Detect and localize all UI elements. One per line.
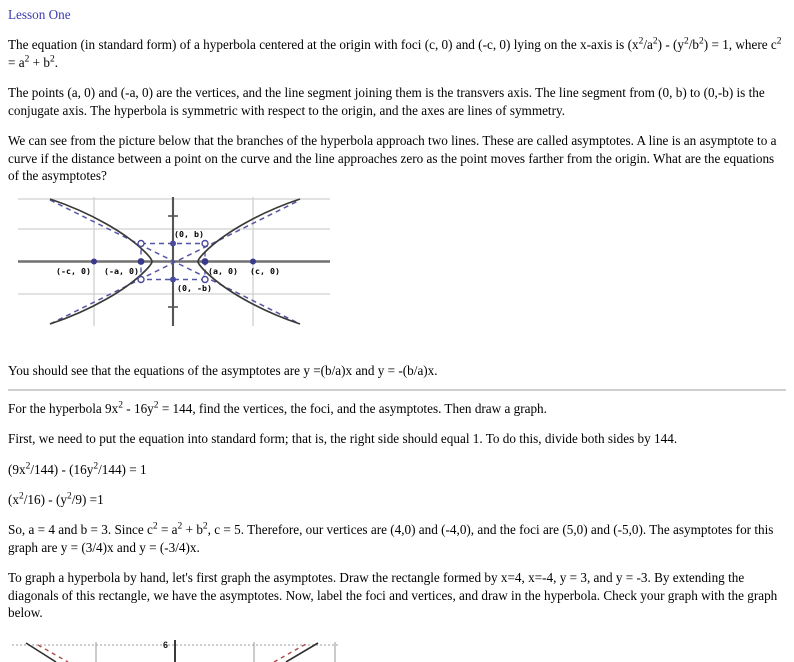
equation-standard-form bbox=[8, 491, 786, 508]
paragraph-solution-values bbox=[8, 521, 786, 556]
lesson-link-row bbox=[8, 6, 786, 23]
p1-text-e: ) = 1, where c bbox=[703, 37, 777, 53]
eq1-text-a: (9x bbox=[8, 461, 26, 477]
hyperbola-figure-container bbox=[8, 194, 786, 349]
eq1-sup-2: 2 bbox=[93, 461, 99, 472]
equation-divided bbox=[8, 461, 786, 478]
spacer bbox=[8, 23, 786, 36]
p1-text-b: /a bbox=[643, 37, 653, 53]
eq2-text-c: /9) =1 bbox=[71, 492, 104, 508]
paragraph-graphing-instructions: To graph a hyperbola by hand, let's first graph the asymptotes. Draw the rectangle formed by x=4, x=-4, y = 3, and y = -3. By extending the diagonals of this rectangle, we have the asymptotes. Now, label the foci and vertices, and draw in the hyperbola. Check your graph with the graph below. bbox=[8, 570, 778, 621]
paragraph-standard-form-step: First, we need to put the equation into standard form; that is, the right side should equal 1. To do this, divide both sides by 144. bbox=[8, 431, 678, 447]
section-divider bbox=[8, 389, 786, 391]
gridlines-vertical bbox=[96, 639, 335, 662]
spacer bbox=[8, 71, 786, 84]
hyperbola-diagram bbox=[8, 194, 348, 349]
p5-sup-1: 2 bbox=[118, 400, 123, 411]
curve-left-solid bbox=[26, 643, 56, 662]
p1-sup-1: 2 bbox=[638, 37, 644, 48]
label-neg-a: (-a, 0) bbox=[104, 266, 139, 277]
p1-sup-3: 2 bbox=[684, 37, 689, 48]
p1-sup-5: 2 bbox=[776, 37, 782, 48]
paragraph-asymptote-answer: You should see that the equations of the asymptotes are y =(b/a)x and y = -(b/a)x. bbox=[8, 363, 438, 379]
p1-sup-6: 2 bbox=[24, 54, 30, 65]
label-neg-b: (0, -b) bbox=[177, 283, 212, 294]
lesson-one-link[interactable]: Lesson One bbox=[8, 7, 71, 22]
spacer bbox=[8, 556, 786, 569]
paragraph-vertices: The points (a, 0) and (-a, 0) are the vertices, and the line segment joining them is the transvers axis. The line segment from (0, b) to (0,-b) is the conjugate axis. The hyperbola is symmetric with respect to the origin, and the axes are lines of symmetry. bbox=[8, 85, 765, 118]
paragraph-definition bbox=[8, 36, 786, 71]
paragraph-asymptotes-intro: We can see from the picture below that the branches of the hyperbola approach two lines. These are called asymptotes. A line is an asymptote to a curve if the distance between a point on the curve and the line approaches zero as the point moves farther from the origin. What are the equations of the asymptotes? bbox=[8, 133, 777, 183]
p5-text-b: - 16y bbox=[123, 400, 154, 416]
p7-sup-2: 2 bbox=[177, 522, 183, 533]
p1-text-c: ) - (y bbox=[657, 37, 684, 53]
eq1-text-c: /144) = 1 bbox=[98, 461, 147, 477]
spacer bbox=[8, 448, 786, 461]
p7-text-c: + b bbox=[182, 522, 203, 538]
p5-sup-2: 2 bbox=[153, 400, 159, 411]
p7-sup-3: 2 bbox=[202, 522, 208, 533]
p1-text-d: /b bbox=[688, 37, 700, 53]
eq2-sup-1: 2 bbox=[19, 491, 24, 502]
label-pos-c: (c, 0) bbox=[250, 266, 280, 277]
eq2-text-b: /16) - (y bbox=[23, 492, 67, 508]
label-pos-a: (a, 0) bbox=[208, 266, 238, 277]
p5-text-a: For the hyperbola 9x bbox=[8, 400, 119, 416]
label-pos-b: (0, b) bbox=[174, 229, 204, 240]
p5-text-c: = 144, find the vertices, the foci, and the asymptotes. Then draw a graph. bbox=[158, 400, 547, 416]
eq2-sup-2: 2 bbox=[66, 491, 72, 502]
spacer bbox=[8, 417, 786, 430]
eq1-sup-1: 2 bbox=[25, 461, 31, 472]
p1-sup-2: 2 bbox=[652, 37, 658, 48]
p1-sup-4: 2 bbox=[699, 37, 704, 48]
hyperbola-graph-second bbox=[8, 632, 408, 662]
p1-sup-7: 2 bbox=[49, 54, 55, 65]
paragraph-problem bbox=[8, 400, 786, 417]
p7-text-d: , c = 5. Therefore, our vertices are (4,0) and (-4,0), and the foci are (5,0) and (-5,0). The asymptotes for this graph are y = (3/4)x and y = (-3/4)x. bbox=[8, 522, 774, 555]
p1-text-h: . bbox=[54, 54, 59, 70]
y-tick-label-6: 6 bbox=[163, 639, 169, 650]
eq2-text-a: (x bbox=[8, 492, 19, 508]
label-neg-c: (-c, 0) bbox=[56, 266, 91, 277]
p1-text-g: + b bbox=[29, 54, 50, 70]
spacer bbox=[8, 349, 786, 362]
p7-sup-1: 2 bbox=[152, 522, 158, 533]
p1-text-a: The equation (in standard form) of a hyperbola centered at the origin with foci (c, 0) and (-c, 0) lying on the x-axis is (x bbox=[8, 37, 639, 53]
spacer bbox=[8, 119, 786, 132]
spacer bbox=[8, 478, 786, 491]
p7-text-a: So, a = 4 and b = 3. Since c bbox=[8, 522, 153, 538]
second-graph-container bbox=[8, 632, 786, 662]
p1-text-f: = a bbox=[8, 54, 25, 70]
p7-text-b: = a bbox=[157, 522, 178, 538]
eq1-text-b: /144) - (16y bbox=[30, 461, 94, 477]
spacer bbox=[8, 508, 786, 521]
